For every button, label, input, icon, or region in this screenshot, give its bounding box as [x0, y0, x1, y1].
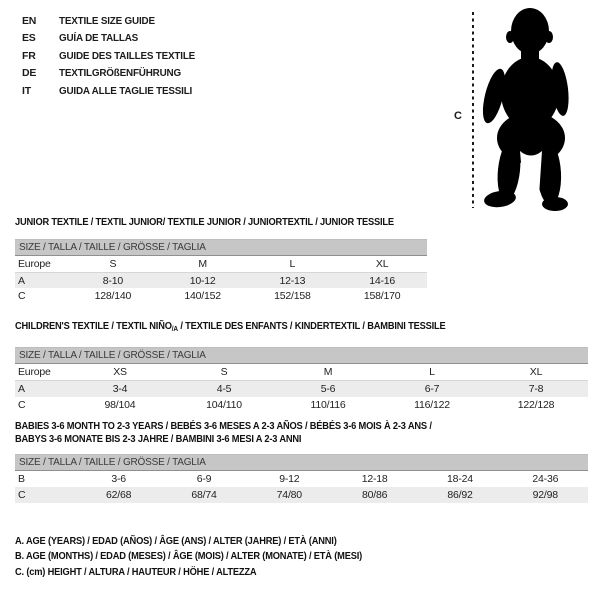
header-cell: M: [198, 258, 207, 270]
language-label: GUIDE DES TAILLES TEXTILE: [59, 49, 196, 62]
row-label: A: [18, 383, 25, 395]
language-label: GUIDA ALLE TAGLIE TESSILI: [59, 84, 193, 97]
babies-table-title-line2: BABYS 3-6 MONATE BIS 2-3 JAHRE / BAMBINI 3-6 MESI A 2-3 ANNI: [15, 434, 302, 445]
size-header-bar: SIZE / TALLA / TAILLE / GRÖSSE / TAGLIA: [15, 239, 427, 256]
junior-table: [15, 239, 427, 303]
footnote-b: B. AGE (MONTHS) / EDAD (MESES) / ÂGE (MOIS) / ALTER (MONATE) / ETÀ (MESI): [15, 551, 363, 563]
table-row-a: [15, 381, 588, 397]
language-code: ES: [22, 32, 36, 45]
cell: 80/86: [362, 489, 388, 501]
cell: 12-18: [361, 473, 388, 485]
cell: 86/92: [447, 489, 473, 501]
table-row-c: [15, 288, 427, 303]
babies-textile-section: [15, 420, 588, 503]
cell: 7-8: [528, 383, 544, 395]
table-header-row: [15, 364, 588, 381]
table-header-row: [15, 256, 427, 273]
title-text: CHILDREN'S TEXTILE / TEXTIL NIÑO: [15, 321, 172, 332]
cell: 62/68: [106, 489, 132, 501]
cell: 140/152: [184, 289, 221, 302]
cell: 4-5: [216, 383, 232, 395]
size-header-bar: SIZE / TALLA / TAILLE / GRÖSSE / TAGLIA: [15, 347, 588, 364]
baby-silhouette-icon: [480, 5, 600, 215]
language-row-it: [22, 83, 204, 100]
language-code: EN: [22, 15, 37, 27]
header-cell: Europe: [18, 366, 51, 378]
childrens-table: [15, 347, 588, 413]
header-cell: L: [429, 366, 435, 378]
row-label: C: [18, 289, 26, 302]
header-cell: M: [323, 366, 333, 378]
cell: 116/122: [414, 399, 450, 411]
header-cell: XL: [529, 366, 543, 378]
table-row-a: [15, 273, 427, 288]
title-subscript: /A: [171, 326, 178, 333]
language-list: [22, 13, 204, 100]
header-cell: Europe: [18, 258, 51, 270]
row-label: C: [18, 399, 26, 411]
table-row-c: [15, 487, 588, 503]
language-code: IT: [22, 84, 31, 97]
row-label: B: [18, 473, 25, 485]
junior-table-title: JUNIOR TEXTILE / TEXTIL JUNIOR/ TEXTILE JUNIOR / JUNIORTEXTIL / JUNIOR TESSILE: [15, 217, 394, 228]
cell: 18-24: [447, 473, 473, 485]
header-cell: S: [109, 258, 117, 270]
title-text: / TEXTILE DES ENFANTS / KINDERTEXTIL / BAMBINI TESSILE: [177, 321, 446, 332]
cell: 104/110: [206, 399, 242, 411]
language-row-fr: [22, 48, 204, 65]
footnote-c: C. (cm) HEIGHT / ALTURA / HAUTEUR / HÖHE / ALTEZZA: [15, 566, 257, 578]
row-label: A: [18, 274, 25, 287]
cell: 24-36: [532, 473, 559, 485]
cell: 9-12: [279, 473, 300, 485]
cell: 6-9: [196, 473, 212, 485]
cell: 152/158: [274, 289, 311, 302]
cell: 3-4: [112, 383, 128, 395]
cell: 128/140: [94, 289, 132, 302]
language-code: DE: [22, 67, 37, 80]
footnote-legend: [15, 534, 388, 580]
size-header-bar: SIZE / TALLA / TAILLE / GRÖSSE / TAGLIA: [15, 454, 588, 471]
cell: 8-10: [102, 274, 123, 287]
row-label: C: [18, 489, 26, 501]
header-cell: S: [220, 366, 228, 378]
footnote-a: A. AGE (YEARS) / EDAD (AÑOS) / ÂGE (ANS) / ALTER (JAHRE) / ETÀ (ANNI): [15, 536, 337, 547]
babies-table: [15, 454, 588, 503]
header-cell: XL: [375, 258, 389, 270]
cell: 74/80: [276, 489, 302, 501]
cell: 158/170: [363, 289, 401, 302]
cell: 10-12: [189, 274, 216, 287]
childrens-textile-section: [15, 320, 588, 413]
language-label: TEXTILE SIZE GUIDE: [59, 15, 155, 27]
cell: 92/98: [532, 489, 558, 501]
language-row-en: [22, 13, 204, 30]
header-cell: L: [289, 258, 296, 270]
language-row-de: [22, 65, 204, 82]
cell: 68/74: [191, 489, 217, 501]
language-label: TEXTILGRÖßENFÜHRUNG: [59, 67, 181, 80]
babies-table-title-line1: BABIES 3-6 MONTH TO 2-3 YEARS / BEBÉS 3-6 MESES A 2-3 AÑOS / BÉBÉS 3-6 MOIS À 2-3 ANS /: [15, 421, 432, 432]
language-code: FR: [22, 49, 36, 62]
cell: 122/128: [517, 399, 555, 411]
cell: 110/116: [310, 399, 346, 411]
height-measure-dotted-line: [472, 12, 474, 208]
cell: 14-16: [369, 274, 396, 287]
cell: 12-13: [279, 274, 306, 287]
language-label: GUÍA DE TALLAS: [59, 32, 139, 45]
header-cell: XS: [113, 366, 127, 378]
junior-textile-section: [15, 216, 427, 303]
language-row-es: [22, 30, 204, 47]
cell: 98/104: [104, 399, 136, 411]
childrens-table-title: [15, 320, 548, 336]
height-marker-label: C: [454, 110, 462, 122]
cell: 3-6: [111, 473, 126, 485]
table-row-c: [15, 397, 588, 413]
cell: 6-7: [424, 383, 440, 395]
cell: 5-6: [320, 383, 336, 395]
table-row-b: [15, 471, 588, 487]
